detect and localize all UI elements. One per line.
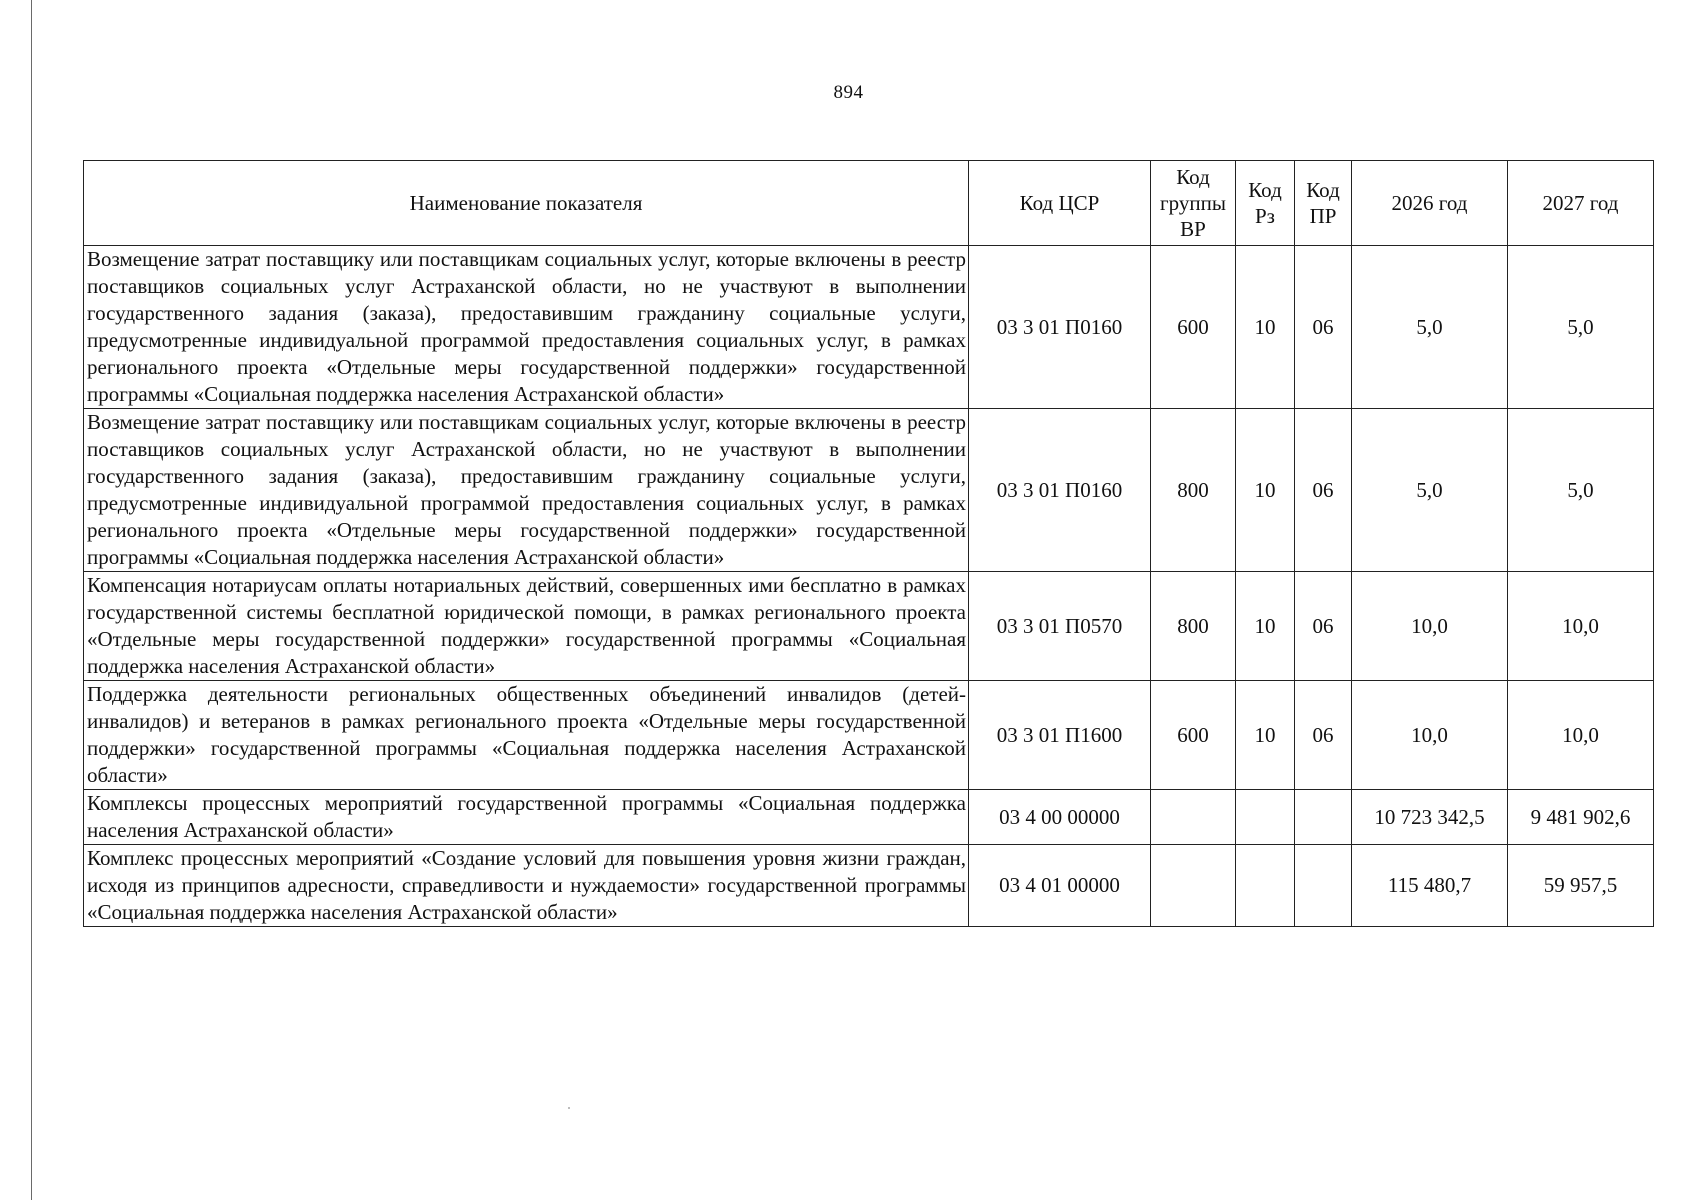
page-number: 894 [833,82,864,103]
header-2026: 2026 год [1352,161,1508,246]
table-row [84,845,1654,927]
row-2026: 5,0 [1352,409,1508,572]
row-2026: 10 723 342,5 [1352,790,1508,845]
row-csr: 03 3 01 П0160 [969,409,1151,572]
row-pr [1295,790,1352,845]
row-2026: 115 480,7 [1352,845,1508,927]
header-csr: Код ЦСР [969,161,1151,246]
header-rz: Код Рз [1236,161,1295,246]
row-2027: 5,0 [1508,409,1654,572]
table-body [84,246,1654,927]
row-name: Комплексы процессных мероприятий государственной программы «Социальная поддержка населения Астраханской области» [84,790,969,845]
header-vr: Код группы ВР [1151,161,1236,246]
row-2026: 5,0 [1352,246,1508,409]
row-name: Компенсация нотариусам оплаты нотариальных действий, совершенных ими бесплатно в рамках государственной системы бесплатной юридической помощи, в рамках регионального проекта «Отдельные меры государственной поддержки» государственной программы «Социальная поддержка населения Астраханской области» [84,572,969,681]
row-rz: 10 [1236,572,1295,681]
row-csr: 03 3 01 П1600 [969,681,1151,790]
row-vr [1151,790,1236,845]
row-csr: 03 4 00 00000 [969,790,1151,845]
row-name: Поддержка деятельности региональных общественных объединений инвалидов (детей-инвалидов) и ветеранов в рамках регионального проекта «Отдельные меры государственной поддержки» государственной программы «Социальная поддержка населения Астраханской области» [84,681,969,790]
row-name: Комплекс процессных мероприятий «Создание условий для повышения уровня жизни граждан, исходя из принципов адресности, справедливости и нуждаемости» государственной программы «Социальная поддержка населения Астраханской области» [84,845,969,927]
row-name: Возмещение затрат поставщику или поставщикам социальных услуг, которые включены в реестр поставщиков социальных услуг Астраханской области, но не участвуют в выполнении государственного задания (заказа), предоставившим гражданину социальные услуги, предусмотренные индивидуальной программой предоставления социальных услуг, в рамках регионального проекта «Отдельные меры государственной поддержки» государственной программы «Социальная поддержка населения Астраханской области» [84,409,969,572]
header-row [84,161,1654,246]
row-pr: 06 [1295,572,1352,681]
row-rz [1236,790,1295,845]
row-2027: 9 481 902,6 [1508,790,1654,845]
scan-speck [568,1107,570,1109]
row-rz: 10 [1236,681,1295,790]
header-2027: 2027 год [1508,161,1654,246]
row-csr: 03 3 01 П0570 [969,572,1151,681]
page-binding-line [31,0,32,1200]
table-row [84,572,1654,681]
row-2027: 5,0 [1508,246,1654,409]
row-2026: 10,0 [1352,572,1508,681]
row-2027: 10,0 [1508,572,1654,681]
budget-table [83,160,1654,927]
row-name: Возмещение затрат поставщику или поставщикам социальных услуг, которые включены в реестр поставщиков социальных услуг Астраханской области, но не участвуют в выполнении государственного задания (заказа), предоставившим гражданину социальные услуги, предусмотренные индивидуальной программой предоставления социальных услуг, в рамках регионального проекта «Отдельные меры государственной поддержки» государственной программы «Социальная поддержка населения Астраханской области» [84,246,969,409]
row-vr: 600 [1151,246,1236,409]
row-pr [1295,845,1352,927]
table-row [84,790,1654,845]
table-row [84,681,1654,790]
table-row [84,246,1654,409]
row-vr: 800 [1151,572,1236,681]
row-pr: 06 [1295,681,1352,790]
row-csr: 03 3 01 П0160 [969,246,1151,409]
row-vr [1151,845,1236,927]
table-header [84,161,1654,246]
row-2027: 10,0 [1508,681,1654,790]
row-rz: 10 [1236,409,1295,572]
row-2026: 10,0 [1352,681,1508,790]
row-csr: 03 4 01 00000 [969,845,1151,927]
header-pr: Код ПР [1295,161,1352,246]
row-vr: 600 [1151,681,1236,790]
row-pr: 06 [1295,409,1352,572]
row-2027: 59 957,5 [1508,845,1654,927]
row-rz: 10 [1236,246,1295,409]
table-row [84,409,1654,572]
row-vr: 800 [1151,409,1236,572]
row-pr: 06 [1295,246,1352,409]
header-name: Наименование показателя [84,161,969,246]
row-rz [1236,845,1295,927]
